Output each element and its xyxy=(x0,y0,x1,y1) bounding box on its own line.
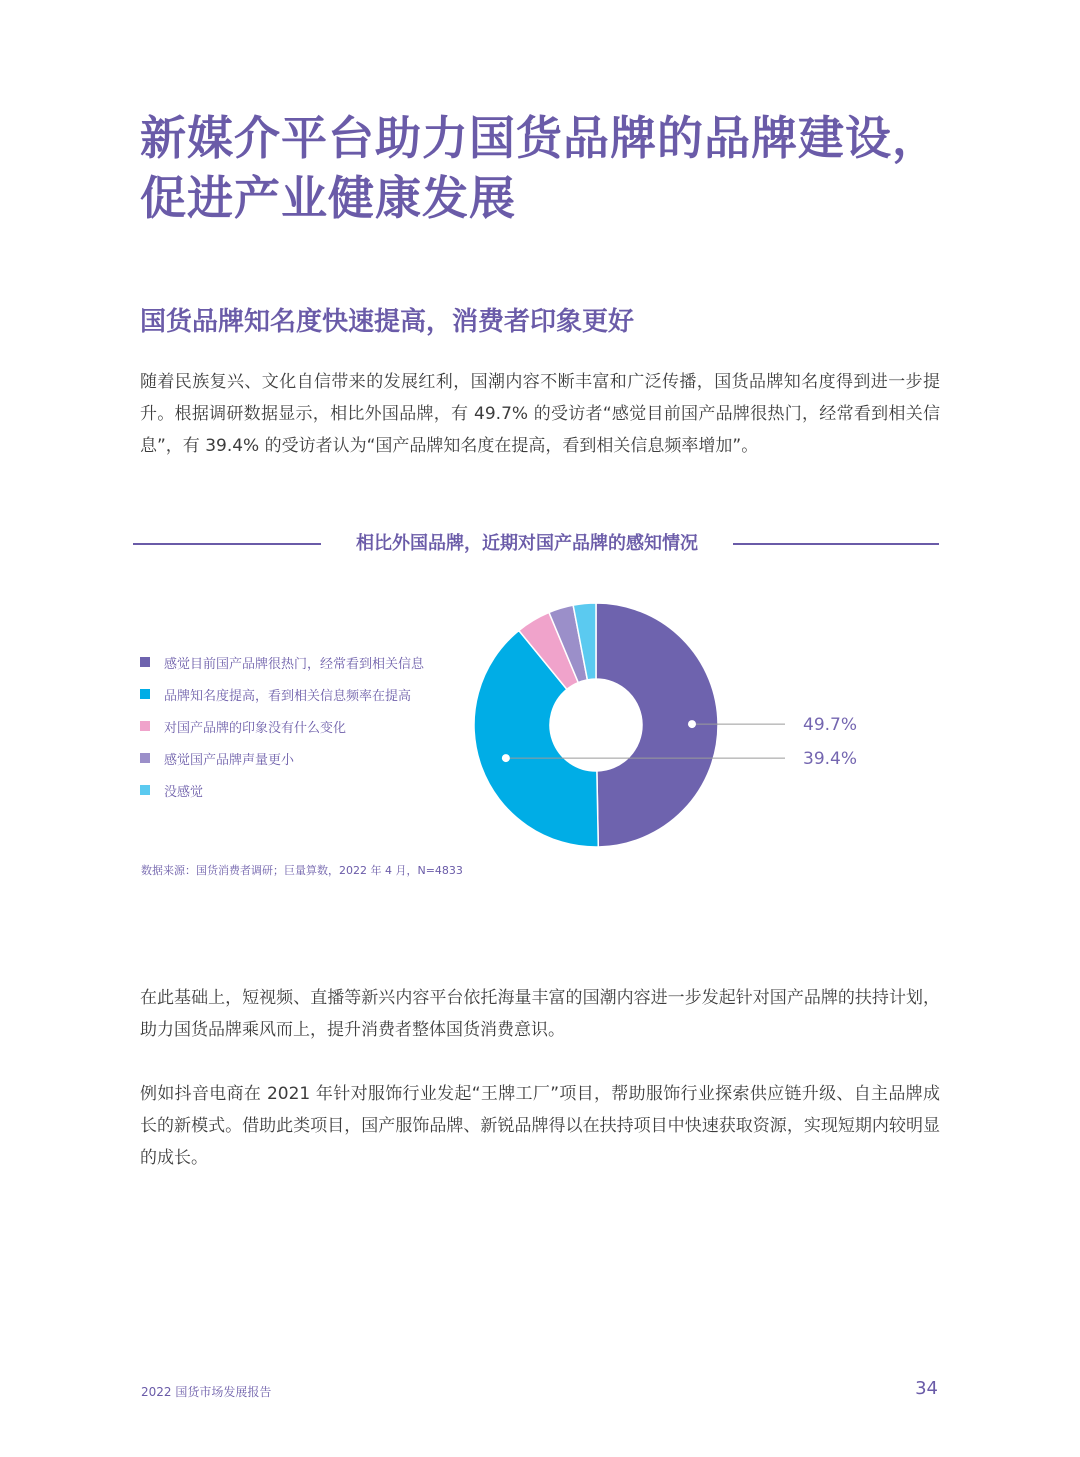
page-number: 34 xyxy=(915,1378,938,1399)
legend-label: 品牌知名度提高，看到相关信息频率在提高 xyxy=(164,688,412,704)
page-title-line-2: 促进产业健康发展 xyxy=(140,171,516,225)
chart-legend xyxy=(140,646,424,806)
legend-swatch xyxy=(140,689,150,699)
body-paragraph: 在此基础上，短视频、直播等新兴内容平台依托海量丰富的国潮内容进一步发起针对国产品牌的扶持计划，助力国货品牌乘风而上，提升消费者整体国货消费意识。 xyxy=(140,988,940,1040)
page-title xyxy=(140,108,960,228)
page-title-line-1: 新媒介平台助力国货品牌的品牌建设， xyxy=(140,111,939,165)
legend-swatch xyxy=(140,785,150,795)
chart-header xyxy=(133,528,939,560)
footer-report-name: 2022 国货市场发展报告 xyxy=(141,1385,272,1399)
legend-label: 感觉国产品牌声量更小 xyxy=(164,752,295,768)
data-source-note: 数据来源：国货消费者调研；巨量算数，2022 年 4 月，N=4833 xyxy=(141,864,463,877)
chart-title-rule-left xyxy=(133,543,321,545)
section-subtitle: 国货品牌知名度快速提高，消费者印象更好 xyxy=(140,307,635,337)
legend-item xyxy=(140,678,424,710)
legend-label: 感觉目前国产品牌很热门，经常看到相关信息 xyxy=(164,656,425,672)
donut-segment xyxy=(596,603,718,847)
data-label: 49.7% xyxy=(803,715,858,736)
legend-item xyxy=(140,646,424,678)
body-paragraph: 例如抖音电商在 2021 年针对服饰行业发起“王牌工厂”项目，帮助服饰行业探索供应链升级、自主品牌成长的新模式。借助此类项目，国产服饰品牌、新锐品牌得以在扶持项目中快速获取资源，实现短期内较明显的成长。 xyxy=(140,1084,940,1168)
legend-item xyxy=(140,710,424,742)
legend-label: 对国产品牌的印象没有什么变化 xyxy=(164,720,347,736)
chart-title-rule-right xyxy=(733,543,939,545)
legend-swatch xyxy=(140,753,150,763)
chart-title: 相比外国品牌，近期对国产品牌的感知情况 xyxy=(356,533,698,554)
legend-item xyxy=(140,742,424,774)
intro-paragraph: 随着民族复兴、文化自信带来的发展红利，国潮内容不断丰富和广泛传播，国货品牌知名度得到进一步提升。根据调研数据显示，相比外国品牌，有 49.7% 的受访者“感觉目前国产品牌很热门，经常看到相关信息”，有 39.4% 的受访者认为“国产品牌知名度在提高，看到相关信息频率增加”。 xyxy=(140,372,940,456)
legend-item xyxy=(140,774,424,806)
legend-label: 没感觉 xyxy=(164,784,204,800)
data-label: 39.4% xyxy=(803,749,858,770)
legend-swatch xyxy=(140,657,150,667)
legend-swatch xyxy=(140,721,150,731)
